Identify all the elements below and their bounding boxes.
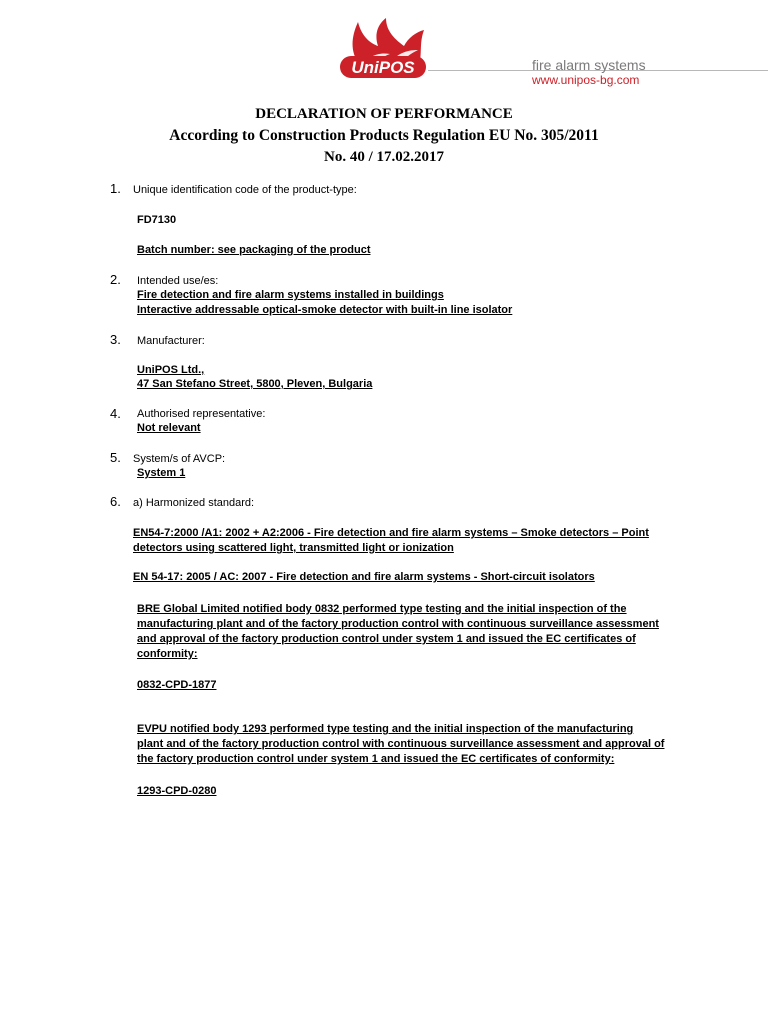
- section-2-number: 2.: [110, 272, 121, 287]
- standard-en54-17: EN 54-17: 2005 / AC: 2007 - Fire detection and fire alarm systems - Short-circuit isolators: [133, 571, 595, 583]
- evpu-line-1: EVPU notified body 1293 performed type testing and the initial inspection of the manufacturing: [137, 723, 634, 735]
- section-1-label: Unique identification code of the product-type:: [133, 184, 357, 196]
- bre-line-4: conformity:: [137, 648, 198, 660]
- standard-en54-7-line-1: EN54-7:2000 /A1: 2002 + A2:2006 - Fire detection and fire alarm systems – Smoke detectors – Point: [133, 527, 649, 539]
- unipos-logo: [338, 16, 428, 92]
- section-4-label: Authorised representative:: [137, 408, 266, 420]
- bre-line-3: and approval of the factory production control under system 1 and issued the EC certificates of: [137, 633, 636, 645]
- evpu-line-3: the factory production control under system 1 and issued the EC certificates of conformity:: [137, 753, 615, 765]
- section-4-number: 4.: [110, 406, 121, 421]
- section-5-label: System/s of AVCP:: [133, 453, 226, 465]
- section-6-number: 6.: [110, 494, 121, 509]
- manufacturer-name: UniPOS Ltd.,: [137, 364, 205, 376]
- document-subtitle: According to Construction Products Regulation EU No. 305/2011: [169, 127, 599, 144]
- standard-en54-7: [133, 526, 649, 556]
- bre-line-1: BRE Global Limited notified body 0832 performed type testing and the initial inspection of the: [137, 603, 627, 615]
- manufacturer-address: 47 San Stefano Street, 5800, Pleven, Bulgaria: [137, 378, 373, 390]
- section-3-number: 3.: [110, 332, 121, 347]
- intended-use-2: Interactive addressable optical-smoke detector with built-in line isolator: [137, 304, 513, 316]
- section-6-label: a) Harmonized standard:: [133, 497, 255, 509]
- standard-en54-7-line-2: detectors using scattered light, transmitted light or ionization: [133, 542, 454, 554]
- header-website-link[interactable]: www.unipos-bg.com: [532, 73, 640, 87]
- batch-number: Batch number: see packaging of the product: [137, 244, 371, 256]
- section-3-label: Manufacturer:: [137, 335, 205, 347]
- product-code: FD7130: [137, 214, 177, 226]
- document-title: DECLARATION OF PERFORMANCE: [255, 106, 513, 122]
- document-number: No. 40 / 17.02.2017: [324, 149, 444, 165]
- bre-notified-body: [137, 602, 659, 662]
- evpu-notified-body: [137, 722, 664, 767]
- intended-use-1: Fire detection and fire alarm systems installed in buildings: [137, 289, 444, 301]
- avcp-system: System 1: [137, 467, 186, 479]
- section-1-number: 1.: [110, 181, 121, 196]
- bre-line-2: manufacturing plant and of the factory production control with continuous surveillance assessment: [137, 618, 659, 630]
- header-tagline: fire alarm systems: [532, 57, 646, 73]
- section-5-number: 5.: [110, 450, 121, 465]
- evpu-certificate: 1293-CPD-0280: [137, 785, 217, 797]
- section-2-label: Intended use/es:: [137, 275, 219, 287]
- logo-text: UniPOS: [351, 58, 415, 77]
- evpu-line-2: plant and of the factory production control with continuous surveillance assessment and approval of: [137, 738, 665, 750]
- bre-certificate: 0832-CPD-1877: [137, 679, 217, 691]
- authorised-representative: Not relevant: [137, 422, 201, 434]
